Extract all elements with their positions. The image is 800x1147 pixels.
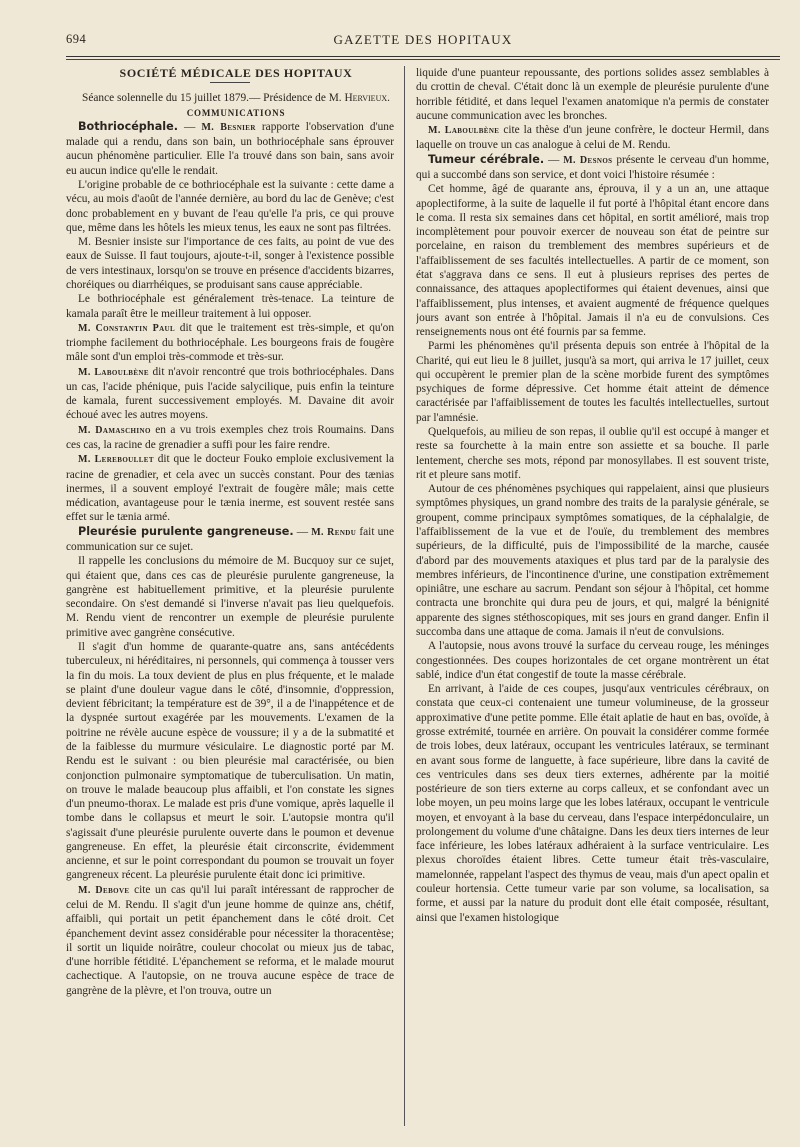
- paragraph: Pleurésie purulente gangreneuse. — M. Rendu fait une communication sur ce sujet.: [66, 524, 394, 553]
- paragraph: Quelquefois, au milieu de son repas, il oublie qu'il est occupé à manger et reste sa fourchette à la main entre son assiette et sa bouche. Il parle lentement, cherche ses mots, répond par monosyllabes. Il est souvent triste, rit et pleure sans motif.: [416, 426, 769, 481]
- topic-title: Pleurésie purulente gangreneuse.: [78, 524, 294, 538]
- page-number: 694: [66, 32, 87, 46]
- speaker-name: M. Desnos: [563, 154, 613, 166]
- paragraph: Autour de ces phénomènes psychiques qui rappelaient, ainsi que plusieurs symptômes physiques, un grand nombre des traits de la paralysie générale, se groupent, comme principaux symptômes somatiques, de la céphalalgie, de l'affaiblissement de la vue et de l'ouïe, du tremblement des membres supérieurs, de la difficulté, puis de l'impossibilité de la marche, causée d'abord par des mouvements ataxiques et plus tard par de la paralysie des membres inférieurs, de l'incontinence d'urine, une constipation extrêmement opiniâtre, une eschare au sacrum. Pendant son séjour à l'hôpital, cet homme contracta une bronchite qui dura peu de jours, et qui, malgré la bénignité apparente des signes stéthoscopiques, mit ses jours en grand danger. Enfin il succomba dans une attaque de coma. Jamais il n'eut de convulsions.: [416, 483, 769, 638]
- journal-title: GAZETTE DES HOPITAUX: [333, 32, 513, 47]
- paragraph: liquide d'une puanteur repoussante, des portions solides assez semblables à du crottin de cheval. C'était donc là un exemple de pleurésie purulente d'une horrible fétidité, et dans lequel l'examen anatomique n'a permis de constater aucune communication avec les bronches.: [416, 67, 769, 122]
- seance-line: [66, 91, 394, 105]
- section-title: SOCIÉTÉ MÉDICALE DES HOPITAUX: [119, 66, 353, 80]
- topic-title: Bothriocéphale.: [78, 119, 178, 133]
- seance-text: Séance solennelle du 15 juillet 1879.— Présidence de M.: [82, 92, 342, 105]
- speaker-name: M. Damaschino: [78, 424, 151, 436]
- president-name: Hervieux.: [344, 92, 390, 105]
- header-rule: [66, 56, 780, 57]
- right-column: [416, 66, 769, 1136]
- page-header: [66, 30, 780, 54]
- paragraph: Cet homme, âgé de quarante ans, éprouva, il y a un an, une attaque apoplectiforme, à la suite de laquelle il fut porté à l'hôpital étant encore dans le coma. Il resta six semaines dans cet hôpital, en sortit amélioré, mais trop incomplètement pour pouvoir exercer de nouveau son état de peintre sur porcelaine, en raison du tremblement des membres supérieurs et de l'affaiblissement de ses facultés intellectuelles. A partir de ce moment, son état s'aggrava dans ce sens. Il eut à plusieurs reprises des pertes de connaissance, des attaques apoplectiformes qui étaient devenues, ainsi que l'affaiblissement, plus intenses, et avaient augmenté de fréquence quelques jours avant son entrée à l'hôpital. Jamais il n'a eu de convulsions. Ces renseignements nous ont été fournis par sa femme.: [416, 183, 769, 339]
- speaker-name: M. Debove: [78, 884, 130, 896]
- speaker-name: M. Lereboullet: [78, 454, 154, 466]
- paragraph: Bothriocéphale. — M. Besnier rapporte l'observation d'une malade qui a rendu, dans son bain, un bothriocéphale sans éprouver aucun phénomène particulier. Elle l'a trouvé dans son bain, sans avoir eu aucun indice qu'elle le rendait.: [66, 119, 394, 177]
- paragraph: Parmi les phénomènes qu'il présenta depuis son entrée à l'hôpital de la Charité, qui eut lieu le 8 juillet, jusqu'à sa mort, qui arriva le 17 juillet, ceux qui occupèrent le premier plan de la scène morbide furent des symptômes psychiques de forme dépressive. Cet homme était atteint de démence caractérisée par l'affaiblissement de toutes les facultés intellectuelles, surtout par l'amnésie.: [416, 340, 769, 424]
- paragraph: M. Constantin Paul dit que le traitement est très-simple, et qu'on triomphe facilement du bothriocéphale. Les bourgeons frais de fougère mâle sont d'un emploi très-commode et très-sur.: [66, 321, 394, 364]
- paragraph: M. Lereboullet dit que le docteur Fouko emploie exclusivement la racine de grenadier, et cela avec un succès constant. Pour des tænias inermes, il a souvent employé l'extrait de fougère mâle; mais cette médication, avantageuse pour le tænia inerme, est souvent restée sans effet sur le tænia armé.: [66, 453, 394, 524]
- speaker-name: M. Rendu: [311, 526, 357, 538]
- paragraph: En arrivant, à l'aide de ces coupes, jusqu'aux ventricules cérébraux, on constata que ceux-ci contenaient une tumeur volumineuse, de la grosseur approximative d'une petite pomme. Elle était aplatie de haut en bas, ovoïde, à grosse extrémité, tournée en arrière. On pouvait la considérer comme formée de trois lobes, deux latéraux, occupant les ventricules latéraux, se terminant en avant sous forme de languette, à face supérieure, libre dans la cavité de ces ventricules dans ses deux tiers externes, adhérente par la moitié postérieure de son tiers externe au corps calleux, et se confondant avec un lobe moyen, un peu moins large que les lobes latéraux, occupant le ventricule moyen, et envoyant à la base du cerveau, dans l'espace interpédonculaire, un prolongement du volume d'une châtaigne. Dans les deux tiers internes de leur face inférieure, les lobes latéraux adhéraient à la surface ventriculaire. Les plexus choroïdes étaient libres. Cette tumeur était très-vasculaire, mamelonnée, rappelant l'aspect des thymus de veau, mais d'un apect opalin et couleur hortensia. Cette tumeur varie par son volume, sa localisation, sa forme, et aussi par la nature du produit dont elle était composée, résultant, ainsi que l'examen histologique: [416, 683, 769, 924]
- paragraph: Le bothriocéphale est généralement très-tenace. La teinture de kamala paraît être le meilleur traitement à lui opposer.: [66, 293, 394, 320]
- column-divider: [404, 66, 405, 1126]
- paragraph: Il rappelle les conclusions du mémoire de M. Bucquoy sur ce sujet, qui étaient que, dans ces cas de pleurésie purulente gangreneuse, la gangrène est habituellement primitive, et la pleurésie purulente secondaire. On s'est demandé si l'inverse n'avait pas lieu quelquefois. M. Rendu vient de rencontrer un exemple de pleurésie purulente primitive avec gangrène consécutive.: [66, 555, 394, 639]
- speaker-name: M. Laboulbène: [428, 125, 500, 137]
- paragraph: M. Debove cite un cas qu'il lui paraît intéressant de rapprocher de celui de M. Rendu. Il s'agit d'un jeune homme de quinze ans, chétif, affaibli, qui portait un petit épanchement dans le côté droit. Cet épanchement devint assez considérable pour nécessiter la thoracentèse; il sortit un liquide noirâtre, couleur chocolat ou mieux jus de tabac, d'une horrible fétidité. L'épanchement se reforma, et le malade mourut cachectique. A l'autopsie, on ne trouva aucune espèce de trace de gangrène de la plèvre, et l'on trouva, outre un: [66, 883, 394, 997]
- paragraph: L'origine probable de ce bothriocéphale est la suivante : cette dame a vécu, au mois d'août de l'année dernière, au bord du lac de Genève; c'est donc probablement en y buvant de l'eau qu'elle l'a pris, ce qui prouve que, même dans les hôtels les mieux tenus, les eaux ne sont pas filtrées.: [66, 178, 394, 234]
- speaker-name: M. Besnier: [201, 121, 256, 133]
- speaker-name: M. Laboulbène: [78, 366, 149, 378]
- paragraph: M. Besnier insiste sur l'importance de ces faits, au point de vue des eaux de Suisse. Il faut toujours, ajoute-t-il, songer à l'existence possible de vers intestinaux, lorsqu'on se trouve en présence d'accidents bizarres, choréiques ou diarrhéiques, se produisant sans cause appréciable.: [66, 236, 394, 291]
- paragraph: Il s'agit d'un homme de quarante-quatre ans, sans antécédents tuberculeux, ni héréditaires, ni personnels, qui commença à tousser vers la fin du mois. La toux devient de plus en plus fréquente, et le malade se plaint d'une douleur vague dans le côté, d'insomnie, d'oppression, devient fébricitant; la température est de 39°, il a de l'inappétence et de la dyspnée surtout exagérée par les mouvements. L'examen de la poitrine ne révèle aucune espèce de voussure; il y a de la submatité et de la faiblesse du murmure vésiculaire. Le diagnostic porté par M. Rendu est le suivant : ou bien pleurésie mal caractérisée, ou bien conjonction pulmonaire symptomatique de tuberculisation. Un matin, on trouve le malade beaucoup plus affaibli, et l'on constate les signes d'un pneumo-thorax. Le malade est pris d'une vomique, après laquelle il tombe dans le collapsus et meurt le soir. L'autopsie montra qu'il s'agissait d'une pleurésie purulente ouverte dans le poumon et devenue gangreneuse. En effet, la pleurésie était circonscrite, évidemment ancienne, et sur le point correspondant du poumon se trouvait un foyer gangreneux récent. La pleurésie purulente était donc ici primitive.: [66, 640, 394, 882]
- paragraph: M. Laboulbène dit n'avoir rencontré que trois bothriocéphales. Dans un cas, l'acide phénique, puis l'acide salycilique, puis enfin la teinture de kamala, furent successivement employés. M. Davaine dit avoir échoué avec les autres moyens.: [66, 365, 394, 422]
- speaker-name: M. Constantin Paul: [78, 322, 176, 334]
- topic-title: Tumeur cérébrale.: [428, 152, 545, 166]
- paragraph: A l'autopsie, nous avons trouvé la surface du cerveau rouge, les méninges congestionnées. Des coupes horizontales de cet organe montrèrent un état sablé, indice d'un état congestif de toute la masse cérébrale.: [416, 640, 769, 681]
- title-rule: [210, 82, 250, 83]
- paragraph: Tumeur cérébrale. — M. Desnos présente le cerveau d'un homme, qui a succombé dans son service, et dont voici l'histoire résumée :: [416, 152, 769, 181]
- paragraph: M. Damaschino en a vu trois exemples chez trois Roumains. Dans ces cas, la racine de grenadier a suffi pour les faire rendre.: [66, 423, 394, 452]
- left-column: [66, 66, 394, 1136]
- communications-heading: COMMUNICATIONS: [186, 107, 286, 118]
- paragraph: M. Laboulbène cite la thèse d'un jeune confrère, le docteur Hermil, dans laquelle on trouve un cas analogue à celui de M. Rendu.: [416, 124, 769, 152]
- header-rule-thin: [66, 59, 780, 60]
